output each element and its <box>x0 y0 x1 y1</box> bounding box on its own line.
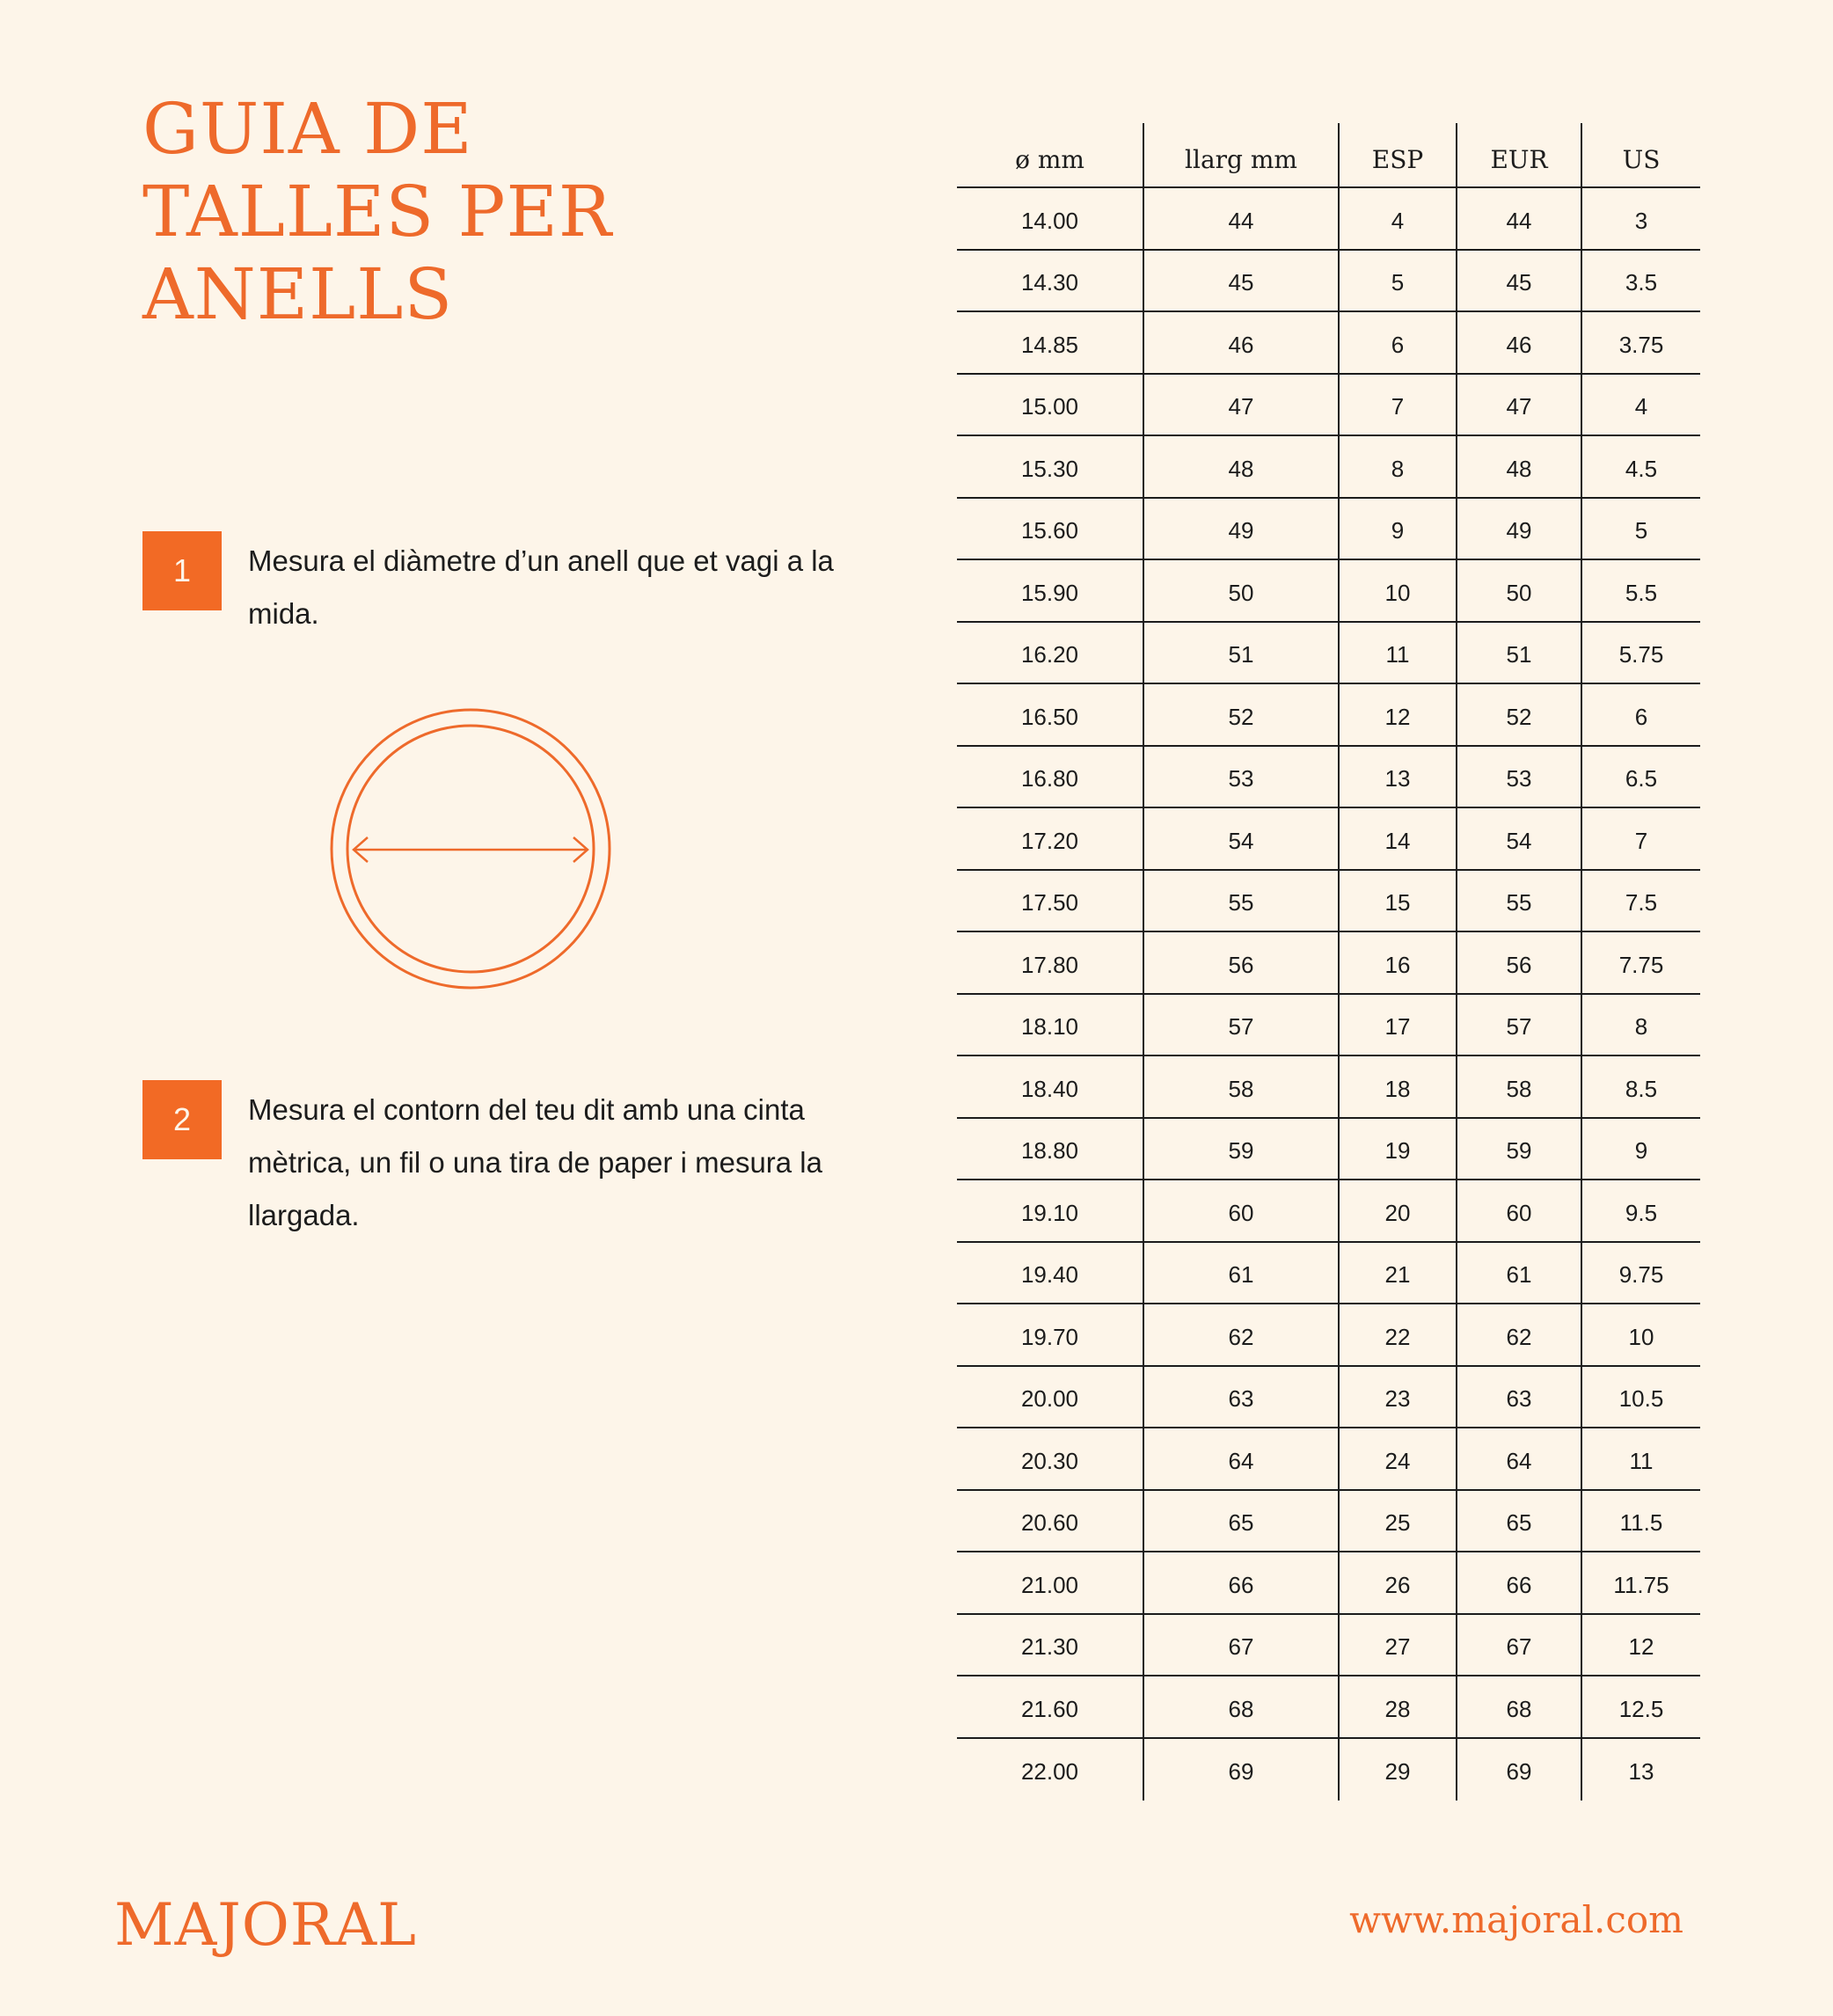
cell-esp: 14 <box>1340 808 1457 869</box>
cell-esp: 23 <box>1340 1367 1457 1428</box>
cell-us: 13 <box>1628 1758 1654 1786</box>
cell-eur: 66 <box>1457 1552 1582 1613</box>
cell-us: 10.5 <box>1618 1385 1664 1413</box>
cell-diameter: 21.60 <box>957 1676 1144 1737</box>
cell-eur: 67 <box>1457 1615 1582 1676</box>
cell-eur: 47 <box>1457 375 1582 435</box>
cell-esp: 25 <box>1340 1491 1457 1552</box>
cell-esp: 24 <box>1340 1428 1457 1489</box>
table-row <box>957 871 1700 933</box>
cell-diameter: 14.00 <box>957 188 1144 249</box>
cell-us: 8 <box>1634 1013 1648 1041</box>
cell-esp: 8 <box>1340 436 1457 497</box>
table-row <box>957 1676 1700 1739</box>
cell-length: 61 <box>1144 1243 1340 1304</box>
cell-eur: 46 <box>1457 312 1582 373</box>
cell-length: 50 <box>1144 560 1340 621</box>
cell-diameter: 18.40 <box>957 1056 1144 1117</box>
title-line: GUIA DE <box>142 88 473 170</box>
header-eur: EUR <box>1457 123 1582 186</box>
cell-esp: 17 <box>1340 995 1457 1055</box>
cell-us: 3.75 <box>1618 331 1664 358</box>
cell-length: 60 <box>1144 1180 1340 1241</box>
cell-esp: 11 <box>1340 623 1457 683</box>
title-line: TALLES PER <box>142 171 613 252</box>
cell-eur: 68 <box>1457 1676 1582 1737</box>
step-2-text: Mesura el contorn del teu dit amb una cinta mètrica, un fil o una tira de paper i mesura la llargada. <box>248 1093 822 1231</box>
table-row <box>957 1119 1700 1181</box>
title-line: ANELLS <box>142 253 454 335</box>
ring-size-table <box>957 123 1700 1801</box>
cell-us: 5.5 <box>1625 579 1658 606</box>
table-row <box>957 188 1700 251</box>
cell-length: 62 <box>1144 1304 1340 1365</box>
cell-length: 63 <box>1144 1367 1340 1428</box>
cell-length: 56 <box>1144 932 1340 993</box>
cell-length: 66 <box>1144 1552 1340 1613</box>
table-row <box>957 1180 1700 1243</box>
table-row <box>957 1428 1700 1491</box>
cell-length: 46 <box>1144 312 1340 373</box>
cell-esp: 26 <box>1340 1552 1457 1613</box>
table-row <box>957 499 1700 561</box>
header-us: US <box>1622 145 1661 174</box>
page-title <box>142 88 612 336</box>
cell-us: 5.75 <box>1618 641 1664 668</box>
cell-esp: 21 <box>1340 1243 1457 1304</box>
cell-eur: 50 <box>1457 560 1582 621</box>
table-row <box>957 808 1700 871</box>
cell-diameter: 16.20 <box>957 623 1144 683</box>
cell-diameter: 15.00 <box>957 375 1144 435</box>
cell-length: 51 <box>1144 623 1340 683</box>
cell-diameter: 20.30 <box>957 1428 1144 1489</box>
header-length: llarg mm <box>1144 123 1340 186</box>
cell-length: 58 <box>1144 1056 1340 1117</box>
cell-eur: 56 <box>1457 932 1582 993</box>
cell-eur: 64 <box>1457 1428 1582 1489</box>
table-row <box>957 375 1700 437</box>
cell-us: 12.5 <box>1618 1695 1664 1722</box>
cell-eur: 52 <box>1457 684 1582 745</box>
cell-length: 69 <box>1144 1739 1340 1801</box>
cell-eur: 44 <box>1457 188 1582 249</box>
table-row <box>957 1056 1700 1119</box>
table-row <box>957 1615 1700 1677</box>
cell-diameter: 14.85 <box>957 312 1144 373</box>
cell-length: 64 <box>1144 1428 1340 1489</box>
cell-us: 8.5 <box>1625 1075 1658 1102</box>
cell-us: 6.5 <box>1625 765 1658 793</box>
cell-diameter: 20.60 <box>957 1491 1144 1552</box>
cell-diameter: 16.80 <box>957 747 1144 807</box>
cell-us: 10 <box>1628 1323 1654 1350</box>
table-body <box>957 188 1700 1801</box>
table-row <box>957 560 1700 623</box>
step-1-text: Mesura el diàmetre d’un anell que et vagi a la mida. <box>248 544 834 630</box>
cell-length: 47 <box>1144 375 1340 435</box>
cell-esp: 15 <box>1340 871 1457 931</box>
cell-esp: 5 <box>1340 251 1457 311</box>
cell-diameter: 15.60 <box>957 499 1144 559</box>
cell-diameter: 16.50 <box>957 684 1144 745</box>
cell-eur: 53 <box>1457 747 1582 807</box>
cell-diameter: 18.10 <box>957 995 1144 1055</box>
cell-us: 12 <box>1628 1633 1654 1661</box>
table-row <box>957 1367 1700 1429</box>
table-row <box>957 747 1700 809</box>
step-1-badge: 1 <box>142 531 222 610</box>
cell-diameter: 17.50 <box>957 871 1144 931</box>
cell-us: 3.5 <box>1625 269 1658 296</box>
table-row <box>957 995 1700 1057</box>
cell-eur: 55 <box>1457 871 1582 931</box>
table-row <box>957 1243 1700 1305</box>
cell-diameter: 15.90 <box>957 560 1144 621</box>
cell-esp: 10 <box>1340 560 1457 621</box>
cell-us: 4.5 <box>1625 455 1658 482</box>
cell-esp: 13 <box>1340 747 1457 807</box>
cell-esp: 16 <box>1340 932 1457 993</box>
header-esp: ESP <box>1340 123 1457 186</box>
table-row <box>957 251 1700 313</box>
cell-us: 4 <box>1634 393 1648 420</box>
cell-esp: 4 <box>1340 188 1457 249</box>
cell-us: 7.5 <box>1625 889 1658 917</box>
cell-length: 53 <box>1144 747 1340 807</box>
cell-esp: 7 <box>1340 375 1457 435</box>
cell-us: 11 <box>1629 1447 1654 1474</box>
cell-us: 9 <box>1634 1137 1648 1165</box>
cell-diameter: 19.10 <box>957 1180 1144 1241</box>
cell-us: 6 <box>1634 703 1648 730</box>
table-row <box>957 1739 1700 1801</box>
cell-length: 54 <box>1144 808 1340 869</box>
cell-eur: 45 <box>1457 251 1582 311</box>
table-row <box>957 436 1700 499</box>
cell-eur: 54 <box>1457 808 1582 869</box>
cell-diameter: 19.70 <box>957 1304 1144 1365</box>
cell-eur: 57 <box>1457 995 1582 1055</box>
cell-diameter: 17.80 <box>957 932 1144 993</box>
ring-diameter-icon <box>325 704 616 994</box>
cell-esp: 6 <box>1340 312 1457 373</box>
cell-esp: 18 <box>1340 1056 1457 1117</box>
cell-length: 52 <box>1144 684 1340 745</box>
table-header <box>957 123 1700 188</box>
cell-length: 48 <box>1144 436 1340 497</box>
cell-esp: 29 <box>1340 1739 1457 1801</box>
table-row <box>957 1552 1700 1615</box>
cell-eur: 62 <box>1457 1304 1582 1365</box>
cell-eur: 59 <box>1457 1119 1582 1180</box>
cell-diameter: 20.00 <box>957 1367 1144 1428</box>
cell-eur: 63 <box>1457 1367 1582 1428</box>
cell-esp: 27 <box>1340 1615 1457 1676</box>
cell-diameter: 21.00 <box>957 1552 1144 1613</box>
cell-us: 9.75 <box>1618 1261 1664 1289</box>
cell-length: 65 <box>1144 1491 1340 1552</box>
cell-diameter: 17.20 <box>957 808 1144 869</box>
cell-esp: 22 <box>1340 1304 1457 1365</box>
cell-diameter: 21.30 <box>957 1615 1144 1676</box>
cell-eur: 51 <box>1457 623 1582 683</box>
table-row <box>957 1491 1700 1553</box>
cell-us: 7.75 <box>1618 951 1664 978</box>
table-row <box>957 623 1700 685</box>
brand-logo: MAJORAL <box>114 1891 417 1959</box>
header-diameter: ø mm <box>957 123 1144 186</box>
table-row <box>957 312 1700 375</box>
cell-esp: 28 <box>1340 1676 1457 1737</box>
cell-diameter: 22.00 <box>957 1739 1144 1801</box>
cell-eur: 48 <box>1457 436 1582 497</box>
cell-eur: 60 <box>1457 1180 1582 1241</box>
table-row <box>957 684 1700 747</box>
cell-us: 5 <box>1634 517 1648 544</box>
cell-length: 55 <box>1144 871 1340 931</box>
cell-us: 7 <box>1634 827 1648 854</box>
cell-length: 68 <box>1144 1676 1340 1737</box>
cell-esp: 9 <box>1340 499 1457 559</box>
cell-diameter: 15.30 <box>957 436 1144 497</box>
cell-eur: 49 <box>1457 499 1582 559</box>
cell-length: 45 <box>1144 251 1340 311</box>
cell-us: 11.75 <box>1613 1571 1669 1598</box>
cell-length: 57 <box>1144 995 1340 1055</box>
cell-length: 44 <box>1144 188 1340 249</box>
cell-length: 59 <box>1144 1119 1340 1180</box>
cell-esp: 19 <box>1340 1119 1457 1180</box>
cell-diameter: 18.80 <box>957 1119 1144 1180</box>
cell-us: 9.5 <box>1625 1199 1658 1226</box>
cell-eur: 69 <box>1457 1739 1582 1801</box>
cell-esp: 20 <box>1340 1180 1457 1241</box>
cell-length: 67 <box>1144 1615 1340 1676</box>
table-row <box>957 1304 1700 1367</box>
cell-eur: 65 <box>1457 1491 1582 1552</box>
cell-esp: 12 <box>1340 684 1457 745</box>
cell-eur: 61 <box>1457 1243 1582 1304</box>
cell-us: 11.5 <box>1619 1509 1663 1537</box>
cell-diameter: 14.30 <box>957 251 1144 311</box>
website-link[interactable]: www.majoral.com <box>1349 1898 1683 1941</box>
cell-length: 49 <box>1144 499 1340 559</box>
table-row <box>957 932 1700 995</box>
cell-diameter: 19.40 <box>957 1243 1144 1304</box>
step-2-badge: 2 <box>142 1080 222 1159</box>
cell-eur: 58 <box>1457 1056 1582 1117</box>
cell-us: 3 <box>1634 207 1648 234</box>
